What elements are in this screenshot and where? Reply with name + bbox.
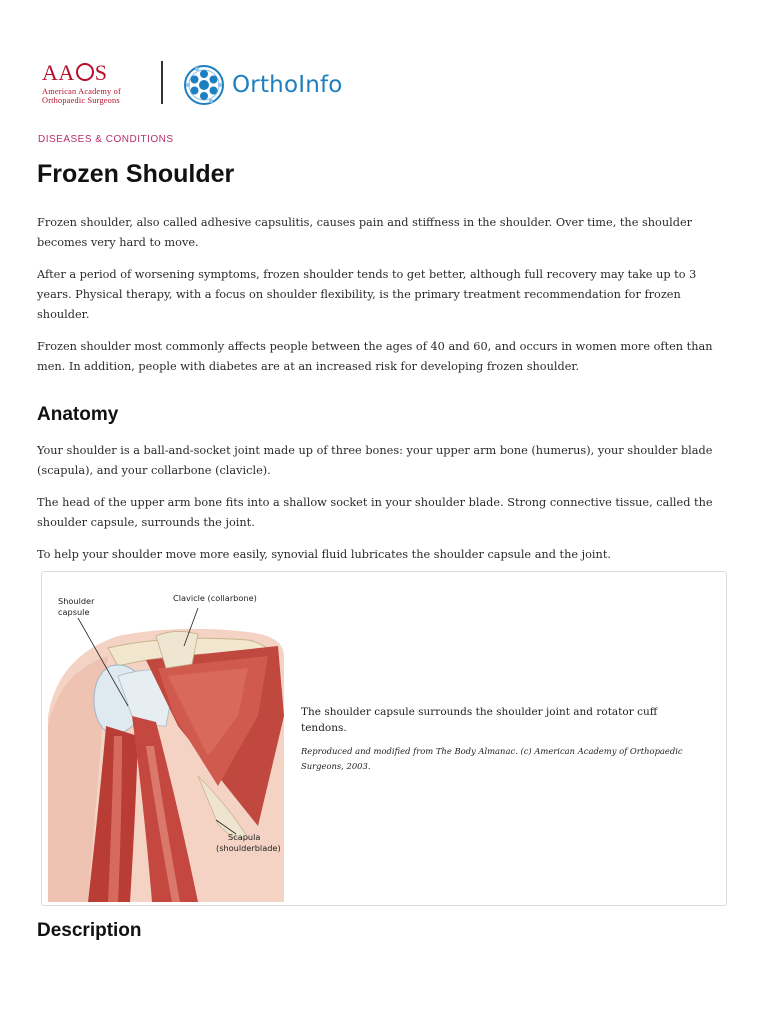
- site-header: [40, 58, 380, 108]
- aaos-wordmark: AA S: [42, 60, 108, 85]
- aaos-subtitle-line-1: American Academy of: [42, 87, 121, 96]
- orthoinfo-sphere-icon: [183, 64, 225, 106]
- intro-paragraph-1: Frozen shoulder, also called adhesive capsulitis, causes pain and stiffness in the shoulder. Over time, the shoulder becomes very hard to move.: [37, 216, 693, 249]
- orthoinfo-wordmark: OrthoInfo: [232, 72, 343, 98]
- intro-paragraph-3: Frozen shoulder most commonly affects people between the ages of 40 and 60, and occurs in women more often than men. In addition, people with diabetes are at an increased risk for developing frozen shoulder.: [37, 340, 713, 373]
- anatomy-heading: Anatomy: [37, 404, 119, 425]
- label-shoulder-capsule-1: Shoulder: [58, 596, 95, 606]
- anatomy-paragraph-3: To help your shoulder move more easily, synovial fluid lubricates the shoulder capsule and the joint.: [37, 548, 611, 561]
- shoulder-anatomy-illustration[interactable]: [48, 576, 284, 902]
- label-shoulder-capsule-2: capsule: [58, 607, 90, 617]
- label-scapula-1: Scapula: [228, 832, 261, 842]
- orthoinfo-logo[interactable]: [183, 64, 343, 106]
- anatomy-paragraph-1: Your shoulder is a ball-and-socket joint made up of three bones: your upper arm bone (humerus), your shoulder blade (scapula), and your collarbone (clavicle).: [37, 444, 713, 477]
- page-title: Frozen Shoulder: [37, 160, 235, 188]
- category-link[interactable]: DISEASES & CONDITIONS: [38, 134, 174, 145]
- aaos-subtitle-line-2: Orthopaedic Surgeons: [42, 96, 120, 105]
- intro-paragraph-2: After a period of worsening symptoms, frozen shoulder tends to get better, although full recovery may take up to 3 years. Physical therapy, with a focus on shoulder flexibility, is the primary treatment recommendation for frozen shoulder.: [37, 268, 697, 321]
- description-heading: Description: [37, 920, 142, 941]
- figure-credit: Reproduced and modified from The Body Almanac. (c) American Academy of Orthopaedic Surgeons, 2003.: [301, 746, 683, 771]
- aaos-logo[interactable]: [42, 62, 146, 106]
- aaos-ring-icon: [76, 63, 94, 81]
- figure-caption: The shoulder capsule surrounds the shoulder joint and rotator cuff tendons.: [301, 706, 658, 734]
- label-scapula-2: (shoulderblade): [216, 843, 281, 853]
- anatomy-paragraph-2: The head of the upper arm bone fits into a shallow socket in your shoulder blade. Strong connective tissue, called the shoulder capsule, surrounds the joint.: [37, 496, 713, 529]
- logo-divider: [161, 61, 163, 104]
- label-clavicle: Clavicle (collarbone): [173, 593, 257, 603]
- shoulder-anatomy-drawing: [48, 576, 284, 902]
- anatomy-figure: [41, 571, 727, 906]
